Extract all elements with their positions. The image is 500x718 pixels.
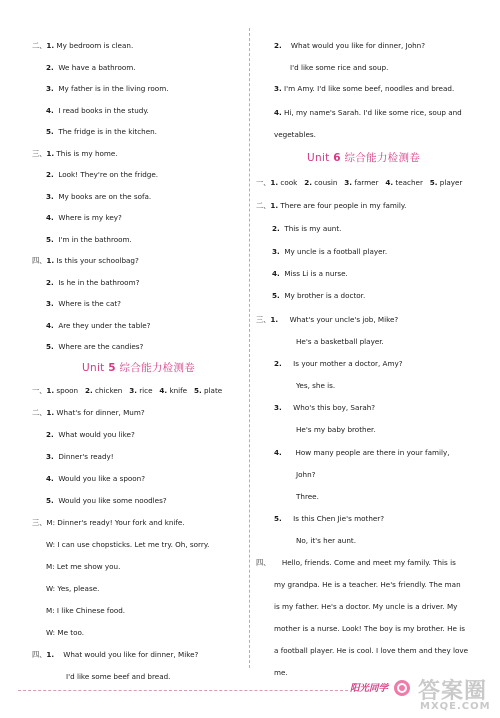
dialogue-line: W: Yes, please.: [46, 584, 100, 593]
answer-line: I'd like some beef and bread.: [66, 672, 171, 681]
answer-line: 5. Would you like some noodles?: [46, 496, 167, 505]
answer-line: 5. I'm in the bathroom.: [46, 235, 132, 244]
answer-line: John?: [296, 470, 316, 479]
answer-line: 二、1. What's for dinner, Mum?: [32, 408, 145, 417]
answer-line: 3. I'm Amy. I'd like some beef, noodles and bread.: [274, 84, 455, 93]
answer-line: 3. Who's this boy, Sarah?: [274, 403, 376, 412]
answer-line: 2. We have a bathroom.: [46, 63, 136, 72]
answer-line: 4. I read books in the study.: [46, 106, 149, 115]
answer-line: 3. My books are on the sofa.: [46, 192, 152, 201]
answer-line: 5. Where are the candies?: [46, 342, 144, 351]
answer-line: 5. Is this Chen Jie's mother?: [274, 514, 385, 523]
watermark: [412, 672, 492, 716]
answer-line: 3. My father is in the living room.: [46, 84, 169, 93]
answer-line: Yes, she is.: [296, 381, 336, 390]
brand-logo-icon: [393, 679, 411, 697]
answer-line: 一、1. spoon 2. chicken 3. rice 4. knife 5. plate: [32, 386, 223, 395]
answer-line: 一、1. cook 2. cousin 3. farmer 4. teacher 5. player: [256, 178, 463, 187]
answer-line: I'd like some rice and soup.: [290, 63, 389, 72]
answer-line: 2. Look! They're on the fridge.: [46, 170, 159, 179]
passage-line: 四、 Hello, friends. Come and meet my family. This is: [256, 558, 456, 567]
answer-line: 2. Is he in the bathroom?: [46, 278, 140, 287]
answer-line: 4. Are they under the table?: [46, 321, 151, 330]
answer-line: No, it's her aunt.: [296, 536, 356, 545]
dialogue-line: W: Me too.: [46, 628, 85, 637]
passage-line: is my father. He's a doctor. My uncle is a driver. My: [274, 602, 458, 611]
answer-line: 3. Where is the cat?: [46, 299, 121, 308]
answer-line: 3. Dinner's ready!: [46, 452, 114, 461]
dialogue-line: M: I like Chinese food.: [46, 606, 126, 615]
answer-line: 4. How many people are there in your family,: [274, 448, 450, 457]
answer-line: 2. What would you like?: [46, 430, 135, 439]
answer-line: He's a basketball player.: [296, 337, 384, 346]
watermark-sub-text: MXQE.COM: [420, 701, 491, 712]
answer-line: 2. What would you like for dinner, John?: [274, 41, 426, 50]
answer-line: 二、1. My bedroom is clean.: [32, 41, 134, 50]
dialogue-line: W: I can use chopsticks. Let me try. Oh, sorry.: [46, 540, 210, 549]
answer-line: 三、1. What's your uncle's job, Mike?: [256, 315, 399, 324]
passage-line: a football player. He is cool. I love them and they love: [274, 646, 469, 655]
answer-line: 2. This is my aunt.: [272, 224, 342, 233]
answer-line: 5. The fridge is in the kitchen.: [46, 127, 157, 136]
answer-line: 4. Would you like a spoon?: [46, 474, 146, 483]
passage-line: me.: [274, 668, 288, 677]
answer-line: 四、1. Is this your schoolbag?: [32, 256, 139, 265]
passage-line: my grandpa. He is a teacher. He's friendly. The man: [274, 580, 461, 589]
answer-line: 四、1. What would you like for dinner, Mike?: [32, 650, 199, 659]
brand-logo-text: 阳光同学: [350, 683, 389, 694]
answer-line: Three.: [296, 492, 319, 501]
answer-line: 三、1. This is my home.: [32, 149, 118, 158]
unit6-title: Unit 6 综合能力检测卷: [307, 152, 421, 164]
answer-line: 4. Miss Li is a nurse.: [272, 269, 348, 278]
answer-line: 4. Hi, my name's Sarah. I'd like some rice, soup and: [274, 108, 462, 117]
answer-line: vegetables.: [274, 130, 316, 139]
dialogue-line: M: Let me show you.: [46, 562, 121, 571]
answer-line: 2. Is your mother a doctor, Amy?: [274, 359, 403, 368]
passage-line: mother is a nurse. Look! The boy is my brother. He is: [274, 624, 465, 633]
answer-line: 二、1. There are four people in my family.: [256, 201, 407, 210]
answer-line: 4. Where is my key?: [46, 213, 122, 222]
dialogue-line: 三、M: Dinner's ready! Your fork and knife.: [32, 518, 185, 527]
footer-divider: [18, 690, 348, 691]
answer-line: 5. My brother is a doctor.: [272, 291, 366, 300]
unit5-title: Unit 5 综合能力检测卷: [82, 362, 196, 374]
answer-line: He's my baby brother.: [296, 425, 376, 434]
watermark-main-text: 答案圈: [418, 679, 488, 704]
answer-line: 3. My uncle is a football player.: [272, 247, 388, 256]
column-divider: [249, 28, 250, 668]
